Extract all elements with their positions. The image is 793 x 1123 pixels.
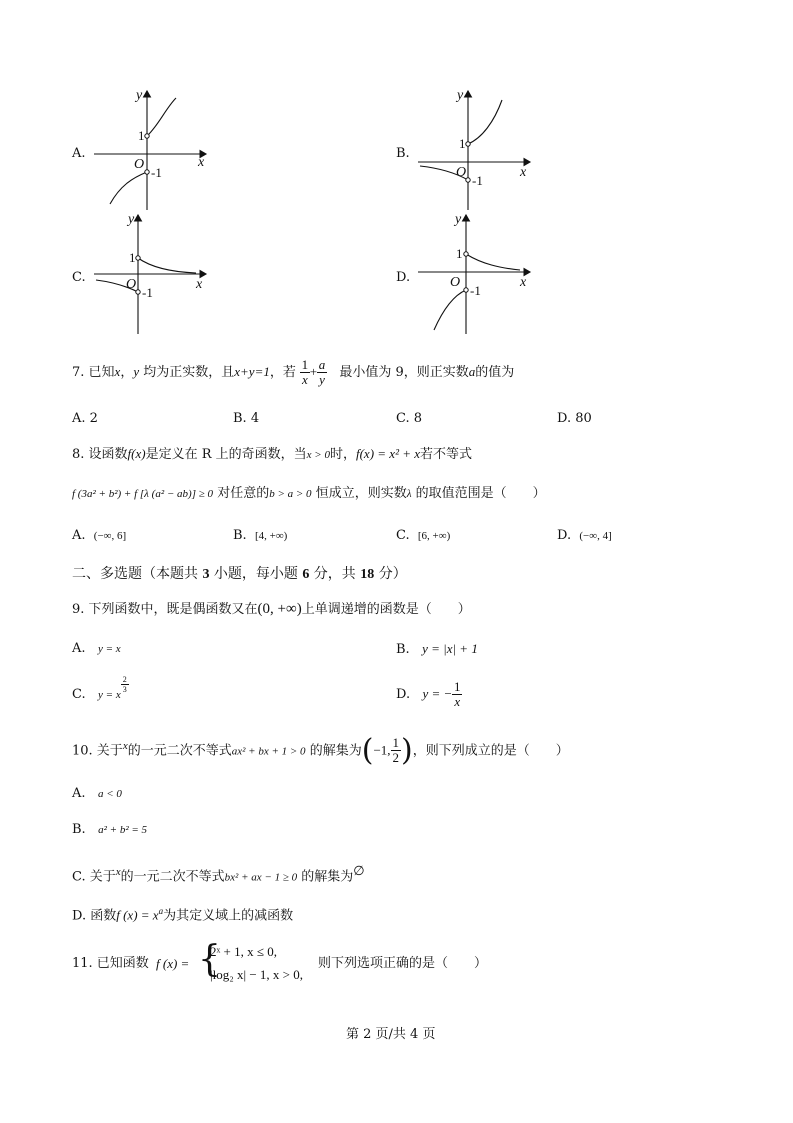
origin-label: O <box>450 275 461 290</box>
q9-option-a[interactable]: A. y = x <box>72 641 121 656</box>
graph-option-b-label: B. <box>396 146 410 161</box>
graph-option-a-label: A. <box>72 146 86 161</box>
graph-option-c-label: C. <box>72 270 86 285</box>
tick-neg1-label: -1 <box>470 283 481 298</box>
q10-inequality: ax² + bx + 1 > 0 <box>231 745 306 758</box>
tick-1-label: 1 <box>459 136 466 151</box>
q7-option-c[interactable]: C. 8 <box>396 411 423 426</box>
q9-option-b[interactable]: B. y = |x| + 1 <box>396 641 478 657</box>
x-axis-label: x <box>520 275 527 290</box>
q8-option-c[interactable]: C. [6, +∞) <box>396 528 451 543</box>
q11-function-name: f (x) = <box>156 956 190 971</box>
graph-option-d-label: D. <box>396 270 411 285</box>
q7-fraction-1: $\frac{1}{x}$ <box>301 357 309 387</box>
q10-option-c[interactable]: C. 关于$^x$的一元二次不等式bx² + ax − 1 ≥ 0 的解集为∅ <box>72 863 365 885</box>
q7-option-d[interactable]: D. 80 <box>557 411 592 426</box>
origin-label: O <box>456 165 467 180</box>
q8-function: f(x) = x² + x <box>355 446 421 461</box>
empty-set-symbol: ∅ <box>353 863 365 878</box>
curve-left <box>434 290 466 330</box>
curve-upper <box>147 98 176 136</box>
curve-upper <box>468 100 502 144</box>
q8-option-b[interactable]: B. [4, +∞) <box>233 528 288 543</box>
curve-lower <box>110 172 147 204</box>
graph-a <box>90 86 220 212</box>
question-10: 10. 关于$^x$的一元二次不等式ax² + bx + 1 > 0 的解集为(−1, $\frac{1}{2}$ )，则下列成立的是（ ） <box>72 732 569 768</box>
origin-label: O <box>134 157 145 172</box>
question-8-line-1: 8. 设函数f(x)是定义在 R 上的奇函数，当x > 0时，f(x) = x² + x若不等式 <box>72 446 473 462</box>
x-axis-label: x <box>198 155 205 170</box>
tick-neg1-label: -1 <box>151 165 162 180</box>
tick-1-label: 1 <box>138 128 145 143</box>
tick-1-label: 1 <box>129 250 136 265</box>
q8-inequality: f (3a² + b²) + f [λ (a² − ab)] ≥ 0 <box>72 488 214 500</box>
y-axis-label: y <box>457 88 464 103</box>
q10-option-a[interactable]: A. a < 0 <box>72 786 122 801</box>
tick-1-label: 1 <box>456 246 463 261</box>
question-7: 7. 已知x，y 均为正实数，且x+y=1，若 $\frac{1}{x}$ + $\frac{a}{y}$ 最小值为 9，则正实数a的值为 <box>72 357 515 387</box>
curve-right <box>466 254 520 270</box>
q11-brace: { <box>198 939 221 980</box>
y-axis-label: y <box>455 212 462 227</box>
q9-option-c[interactable]: C. y = x $\frac{2}{3}$ <box>72 675 127 702</box>
q9-option-d[interactable]: D. y = − $\frac{1}{x}$ <box>396 679 461 709</box>
question-8-line-2: f (3a² + b²) + f [λ (a² − ab)] ≥ 0 对任意的b > a > 0 恒成立，则实数λ 的取值范围是（ ） <box>72 486 546 501</box>
q7-condition: x+y=1 <box>234 364 270 379</box>
y-axis-label: y <box>128 212 135 227</box>
q11-prompt: 则下列选项正确的是（ ） <box>318 956 488 971</box>
y-axis-label: y <box>136 88 143 103</box>
page-footer: 第 2 页/共 4 页 <box>346 1027 436 1042</box>
q8-option-a[interactable]: A. (−∞, 6] <box>72 528 127 543</box>
question-11-label: 11. 已知函数 <box>72 956 149 971</box>
graph-b <box>416 86 536 212</box>
q10-option-d[interactable]: D. 函数f $(x) = x^a$为其定义域上的减函数 <box>72 906 294 924</box>
graph-d <box>416 210 536 336</box>
q7-fraction-2: $\frac{a}{y}$ <box>318 357 326 387</box>
q11-case-1: 2ˣ + 1, x ≤ 0, <box>210 944 277 959</box>
graph-c <box>92 210 216 336</box>
q8-option-d[interactable]: D. (−∞, 4] <box>557 528 612 543</box>
q11-case-2: |log₂ x| − 1, x > 0, <box>210 967 304 982</box>
q7-option-a[interactable]: A. 2 <box>72 411 98 426</box>
origin-label: O <box>126 277 137 292</box>
curve-right <box>138 258 196 273</box>
tick-neg1-label: -1 <box>142 285 153 300</box>
q10-option-b[interactable]: B. a² + b² = 5 <box>72 822 148 837</box>
section-2-heading: 二、多选题（本题共 3 小题，每小题 6 分，共 18 分） <box>72 566 407 582</box>
question-9: 9. 下列函数中，既是偶函数又在(0, +∞)上单调递增的函数是（ ） <box>72 601 471 617</box>
x-axis-label: x <box>520 165 527 180</box>
q7-option-b[interactable]: B. 4 <box>233 411 260 426</box>
tick-neg1-label: -1 <box>472 173 483 188</box>
q9-interval: (0, +∞) <box>257 601 302 617</box>
x-axis-label: x <box>196 277 203 292</box>
